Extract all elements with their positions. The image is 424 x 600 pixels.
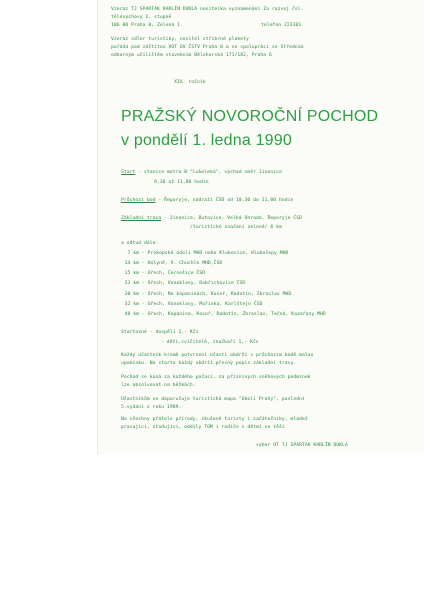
note-line: Každý účastník kromě potvrzení účasti obdrží v průchozím bodě malou: [121, 353, 314, 358]
route-description: - Ořech, Vonoklasy, Dobřichovice ČSD: [141, 281, 246, 286]
route-item: [121, 312, 326, 319]
header-phone: telefon 223101: [261, 23, 302, 28]
edition-label: XIX. ročník: [174, 80, 206, 85]
checkpoint-row: [121, 198, 293, 205]
route-description: - Holyně, V. Chuchle MHD,ČSD: [141, 261, 223, 266]
checkpoint-label: Průchozí bod: [121, 198, 156, 203]
base-route-marking: /turistické značení zelené/ 6 km: [190, 225, 282, 230]
route-item: [121, 251, 288, 258]
route-item: [121, 292, 291, 299]
route-description: - Ořech, Vonoklasy, Mořinka, Karlštejn ČSD: [141, 302, 263, 307]
note-line: Pochod se koná za každého počasí, za příznivých sněhových podmínek: [121, 375, 311, 380]
route-description: - Ořech, Černošice ČSD: [141, 271, 206, 276]
event-title: PRAŽSKÝ NOVOROČNÍ POCHOD: [121, 108, 379, 125]
route-item: [121, 281, 245, 288]
route-description: - Ořech, Na kopaninách, Kosoř, Radotín, Zbraslav MHD: [141, 292, 292, 297]
header-address: 186 00 Praha 8, Zelená 1: [111, 23, 180, 28]
base-route-label: Základní trasa: [121, 216, 162, 221]
organizer-line1: Vzeraz sdler turistiky, nositel stříbrné plakety: [111, 37, 249, 42]
note-line: Účastníkům se doporučuje turistická mapa "Okolí Prahy", poslední: [121, 397, 305, 402]
route-item: [121, 261, 222, 268]
route-distance: 15 km: [124, 271, 139, 276]
header-line1: Vzeraz TJ SPARTAK KARLÍN DUKLA nositelka vyznamenání Za rozvoj čsl.: [111, 7, 304, 12]
note-line: lze absolvovat na běžkách.: [121, 383, 196, 388]
event-date: v pondělí 1. ledna 1990: [121, 132, 292, 149]
route-distance: 32 km: [124, 302, 139, 307]
organizer-line2: pořádá pod záštitou VOT OV ČSTV Praha 8 a ve spolupráci se Středním: [111, 45, 304, 50]
flyer-sheet: [97, 0, 424, 455]
route-item: [121, 271, 205, 278]
base-route-row: [121, 216, 302, 223]
header-line2: tělovýchovy I. stupně: [111, 15, 172, 20]
organizer-signature: výbor OT TJ SPARTAK KARLÍN DUKLA: [256, 443, 348, 448]
route-distance: 7 km: [127, 251, 139, 256]
start-label: Start: [121, 170, 136, 175]
note-line: upomínku. Na startu každý obdrží přesný popis základní trasy.: [121, 361, 297, 366]
route-distance: 30 km: [124, 292, 139, 297]
start-text: - stanice metra B "Lukeleká", východ směr Jinonice: [138, 170, 282, 175]
route-distance: 40 km: [124, 312, 139, 317]
route-distance: 23 km: [124, 281, 139, 286]
note-line: Na všechny přátele přírody, zkušené turisty i začátečníky, mládež: [121, 417, 308, 422]
checkpoint-text: - Řeporyje, nádraží ČSD od 10,30 do 11,00 hodin: [158, 198, 294, 203]
fee-children: - děti,cvičitelé, značkaři 1,- Kčs: [161, 340, 259, 345]
fee-adults: Startovné - dospělí 2,- Kčs: [121, 330, 199, 335]
note-line: 5.vydání z roku 1989.: [121, 405, 182, 410]
route-item: [121, 302, 263, 309]
route-description: - Prokopské údolí MHD nebo Klukovice, Hlubočepy MHD: [141, 251, 289, 256]
organizer-line3: odborným učilištěm stavebním Bělohorská 171/182, Praha 6: [111, 53, 272, 58]
note-line: pracující, studující, oddíly TOM i rodiče s dětmi se těší: [121, 425, 285, 430]
start-time: 9,30 až 11,00 hodin: [154, 180, 209, 185]
route-distance: 14 km: [124, 261, 139, 266]
base-route-text: - Jinonice, Butovice, Velká Ohrada, Řeporyje ČSD: [164, 216, 302, 221]
route-description: - Ořech, Kopanina, Kosoř, Radotín, Zbraslav, Tečná, Kazeřany MHD: [141, 312, 326, 317]
start-row: [121, 170, 282, 177]
continue-label: a odtud dále:: [121, 241, 159, 246]
